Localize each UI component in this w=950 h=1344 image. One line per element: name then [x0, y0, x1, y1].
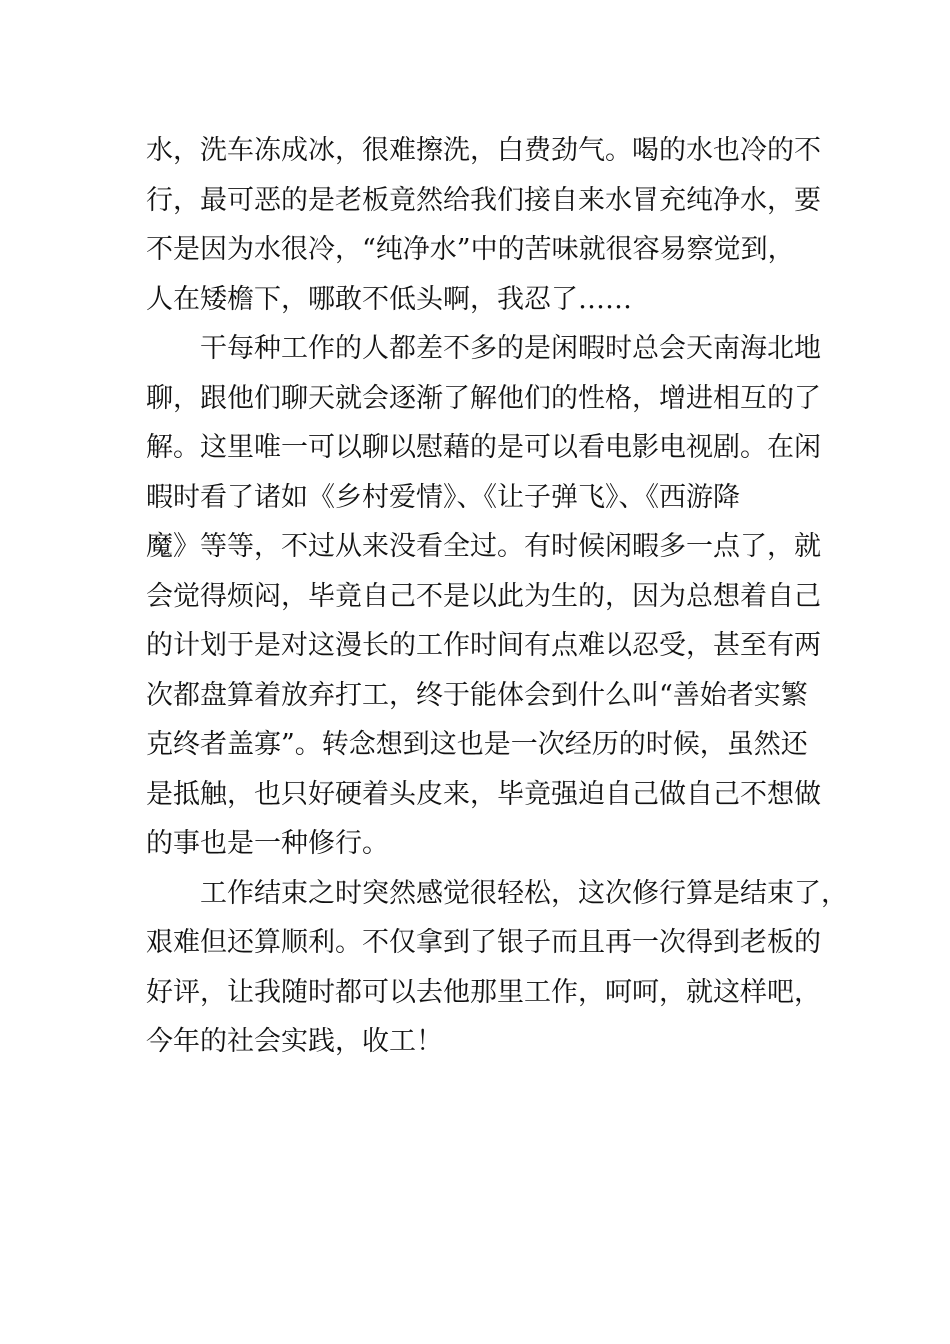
paragraph-2-line-9: 克终者盖寡”。转念想到这也是一次经历的时候，虽然还	[146, 729, 808, 760]
document-body	[146, 126, 848, 1067]
paragraph-3-line-3: 好评，让我随时都可以去他那里工作，呵呵，就这样吧，	[146, 976, 821, 1008]
paragraph-2-line-5: 魔》等等，不过从来没看全过。有时候闲暇多一点了，就	[146, 531, 821, 562]
paragraph-2-line-8: 次都盘算着放弃打工，终于能体会到什么叫“善始者实繁	[146, 679, 808, 711]
paragraph-2-line-11: 的事也是一种修行。	[146, 828, 389, 859]
paragraph-2-line-1: 干每种工作的人都差不多的是闲暇时总会天南海北地	[200, 333, 821, 364]
paragraph-2-line-6: 会觉得烦闷，毕竟自己不是以此为生的，因为总想着自己	[146, 580, 821, 612]
paragraph-1-line-3: 不是因为水很冷，“纯净水”中的苦味就很容易察觉到，	[146, 234, 795, 265]
paragraph-2-line-10: 是抵触，也只好硬着头皮来，毕竟强迫自己做自己不想做	[146, 778, 821, 810]
paragraph-1-line-4: 人在矮檐下，哪敢不低头啊，我忍了……	[146, 283, 632, 315]
paragraph-1-line-2: 行，最可恶的是老板竟然给我们接自来水冒充纯净水，要	[146, 184, 821, 216]
paragraph-2-line-2: 聊，跟他们聊天就会逐渐了解他们的性格，增进相互的了	[146, 382, 821, 414]
paragraph-3-line-2: 艰难但还算顺利。不仅拿到了银子而且再一次得到老板的	[146, 927, 821, 958]
paragraph-3-line-4: 今年的社会实践，收工！	[146, 1026, 443, 1057]
paragraph-2-line-7: 的计划于是对这漫长的工作时间有点难以忍受，甚至有两	[146, 630, 821, 661]
paragraph-2-line-3: 解。这里唯一可以聊以慰藉的是可以看电影电视剧。在闲	[146, 432, 821, 463]
paragraph-2-line-4: 暇时看了诸如《乡村爱情》、《让子弹飞》、《西游降	[146, 481, 740, 513]
paragraph-3-line-1: 工作结束之时突然感觉很轻松，这次修行算是结束了，	[200, 877, 848, 909]
paragraph-1-line-1: 水，洗车冻成冰，很难擦洗，白费劲气。喝的水也冷的不	[146, 135, 821, 166]
